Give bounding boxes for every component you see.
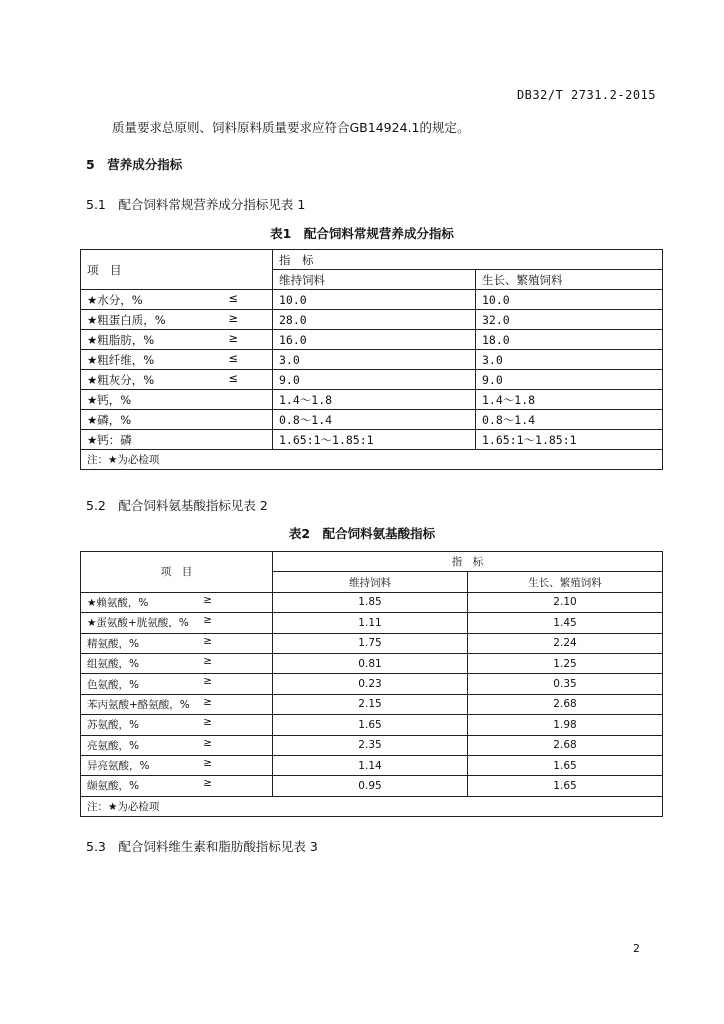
row-value-growth: 1.98 bbox=[468, 715, 663, 735]
row-value-growth: 3.0 bbox=[476, 350, 663, 370]
row-value-maintain: 28.0 bbox=[273, 310, 476, 330]
row-comparator: ≥ bbox=[203, 777, 212, 790]
row-item bbox=[81, 674, 273, 694]
row-value-growth: 0.8～1.4 bbox=[476, 410, 663, 430]
row-value-maintain: 3.0 bbox=[273, 350, 476, 370]
table1-col-maintain: 维持饲料 bbox=[273, 270, 476, 290]
table-row bbox=[81, 330, 663, 350]
row-value-growth: 1.65 bbox=[468, 776, 663, 796]
section-5-2-heading: 5.2 配合饲料氨基酸指标见表 2 bbox=[86, 498, 268, 513]
table-row bbox=[81, 290, 663, 310]
table1 bbox=[80, 249, 663, 470]
row-comparator: ≤ bbox=[228, 371, 238, 385]
row-value-maintain: 1.4～1.8 bbox=[273, 390, 476, 410]
row-value-growth: 32.0 bbox=[476, 310, 663, 330]
row-value-maintain: 1.75 bbox=[273, 633, 468, 653]
row-value-growth: 1.45 bbox=[468, 613, 663, 633]
row-item bbox=[81, 776, 273, 796]
row-item-label: 异亮氨酸，% bbox=[87, 760, 150, 773]
row-item bbox=[81, 755, 273, 775]
row-value-growth: 18.0 bbox=[476, 330, 663, 350]
row-item bbox=[81, 715, 273, 735]
table1-col-growth: 生长、繁殖饲料 bbox=[476, 270, 663, 290]
row-value-maintain: 9.0 bbox=[273, 370, 476, 390]
table-row bbox=[81, 410, 663, 430]
doc-code: DB32/T 2731.2-2015 bbox=[516, 88, 656, 102]
row-value-growth: 1.65 bbox=[468, 755, 663, 775]
table-row bbox=[81, 370, 663, 390]
row-item-label: 苯丙氨酸+酪氨酸，% bbox=[87, 698, 190, 711]
row-item-label: ★粗灰分，% bbox=[87, 372, 155, 387]
row-value-maintain: 0.95 bbox=[273, 776, 468, 796]
row-item-label: 苏氨酸，% bbox=[87, 719, 139, 732]
row-value-growth: 10.0 bbox=[476, 290, 663, 310]
row-value-growth: 2.68 bbox=[468, 735, 663, 755]
row-value-maintain: 0.23 bbox=[273, 674, 468, 694]
row-value-growth: 2.68 bbox=[468, 694, 663, 714]
table2-caption: 表2 配合饲料氨基酸指标 bbox=[288, 526, 436, 541]
row-value-maintain: 1.14 bbox=[273, 755, 468, 775]
table1-note: 注：★为必检项 bbox=[81, 450, 663, 470]
row-item-label: ★蛋氨酸+胱氨酸，% bbox=[87, 617, 189, 630]
table-row bbox=[81, 694, 663, 714]
row-value-maintain: 2.35 bbox=[273, 735, 468, 755]
row-item bbox=[81, 613, 273, 633]
row-value-maintain: 2.15 bbox=[273, 694, 468, 714]
row-value-growth: 2.24 bbox=[468, 633, 663, 653]
row-value-maintain: 16.0 bbox=[273, 330, 476, 350]
row-item bbox=[81, 592, 273, 612]
table-row bbox=[81, 674, 663, 694]
section-5-heading: 5 营养成分指标 bbox=[86, 157, 183, 172]
row-item bbox=[81, 350, 273, 370]
row-item bbox=[81, 390, 273, 410]
row-item bbox=[81, 410, 273, 430]
row-comparator: ≤ bbox=[228, 291, 238, 305]
row-value-growth: 0.35 bbox=[468, 674, 663, 694]
table2-col-growth: 生长、繁殖饲料 bbox=[468, 572, 663, 592]
table-row bbox=[81, 776, 663, 796]
intro-paragraph: 质量要求总原则、饲料原料质量要求应符合GB14924.1的规定。 bbox=[112, 120, 470, 135]
table1-header-item: 项 目 bbox=[81, 250, 273, 290]
table2-col-maintain: 维持饲料 bbox=[273, 572, 468, 592]
table2 bbox=[80, 551, 663, 817]
row-comparator: ≥ bbox=[203, 634, 212, 647]
row-value-maintain: 1.85 bbox=[273, 592, 468, 612]
row-comparator: ≥ bbox=[203, 716, 212, 729]
row-comparator: ≥ bbox=[203, 695, 212, 708]
section-5-3-heading: 5.3 配合饲料维生素和脂肪酸指标见表 3 bbox=[86, 839, 318, 854]
row-item bbox=[81, 310, 273, 330]
row-item bbox=[81, 330, 273, 350]
table2-note: 注：★为必检项 bbox=[81, 796, 663, 816]
table-row bbox=[81, 390, 663, 410]
table-row bbox=[81, 735, 663, 755]
table-row bbox=[81, 715, 663, 735]
row-value-growth: 1.25 bbox=[468, 653, 663, 673]
row-item-label: 色氨酸，% bbox=[87, 678, 139, 691]
row-comparator: ≥ bbox=[228, 331, 238, 345]
row-item-label: ★粗脂肪，% bbox=[87, 332, 155, 347]
row-item-label: ★钙：磷 bbox=[87, 432, 132, 447]
row-comparator: ≥ bbox=[203, 756, 212, 769]
row-item-label: ★磷，% bbox=[87, 412, 132, 427]
row-item bbox=[81, 694, 273, 714]
row-value-growth: 2.10 bbox=[468, 592, 663, 612]
row-item bbox=[81, 370, 273, 390]
row-item bbox=[81, 735, 273, 755]
row-comparator: ≥ bbox=[203, 675, 212, 688]
row-value-maintain: 1.65:1～1.85:1 bbox=[273, 430, 476, 450]
row-comparator: ≥ bbox=[203, 736, 212, 749]
row-value-maintain: 1.11 bbox=[273, 613, 468, 633]
row-item bbox=[81, 290, 273, 310]
row-item-label: 亮氨酸，% bbox=[87, 739, 139, 752]
row-item bbox=[81, 633, 273, 653]
row-item bbox=[81, 653, 273, 673]
table-row bbox=[81, 310, 663, 330]
row-comparator: ≤ bbox=[228, 351, 238, 365]
table1-caption: 表1 配合饲料常规营养成分指标 bbox=[270, 226, 454, 241]
row-value-maintain: 0.8～1.4 bbox=[273, 410, 476, 430]
row-item-label: 组氨酸，% bbox=[87, 658, 139, 671]
row-item-label: ★钙，% bbox=[87, 392, 132, 407]
row-comparator: ≥ bbox=[228, 311, 238, 325]
row-item-label: ★水分，% bbox=[87, 292, 143, 307]
row-item-label: ★粗蛋白质，% bbox=[87, 312, 166, 327]
row-item-label: ★粗纤维，% bbox=[87, 352, 155, 367]
row-comparator: ≥ bbox=[203, 654, 212, 667]
row-value-maintain: 0.81 bbox=[273, 653, 468, 673]
table-row bbox=[81, 613, 663, 633]
row-value-maintain: 10.0 bbox=[273, 290, 476, 310]
table-row bbox=[81, 653, 663, 673]
page-number: 2 bbox=[633, 942, 640, 955]
section-5-1-heading: 5.1 配合饲料常规营养成分指标见表 1 bbox=[86, 197, 306, 212]
row-value-maintain: 1.65 bbox=[273, 715, 468, 735]
row-item-label: ★赖氨酸，% bbox=[87, 596, 149, 609]
row-item-label: 缬氨酸，% bbox=[87, 780, 139, 793]
table-row bbox=[81, 755, 663, 775]
table-row bbox=[81, 350, 663, 370]
row-value-growth: 9.0 bbox=[476, 370, 663, 390]
table-row bbox=[81, 633, 663, 653]
row-value-growth: 1.4～1.8 bbox=[476, 390, 663, 410]
row-comparator: ≥ bbox=[203, 614, 212, 627]
table-row bbox=[81, 430, 663, 450]
table2-header-index: 指 标 bbox=[273, 552, 663, 572]
row-item bbox=[81, 430, 273, 450]
row-value-growth: 1.65:1～1.85:1 bbox=[476, 430, 663, 450]
table-row bbox=[81, 592, 663, 612]
table1-header-index: 指 标 bbox=[273, 250, 663, 270]
table2-header-item: 项 目 bbox=[81, 552, 273, 593]
row-item-label: 精氨酸，% bbox=[87, 637, 139, 650]
row-comparator: ≥ bbox=[203, 593, 212, 606]
